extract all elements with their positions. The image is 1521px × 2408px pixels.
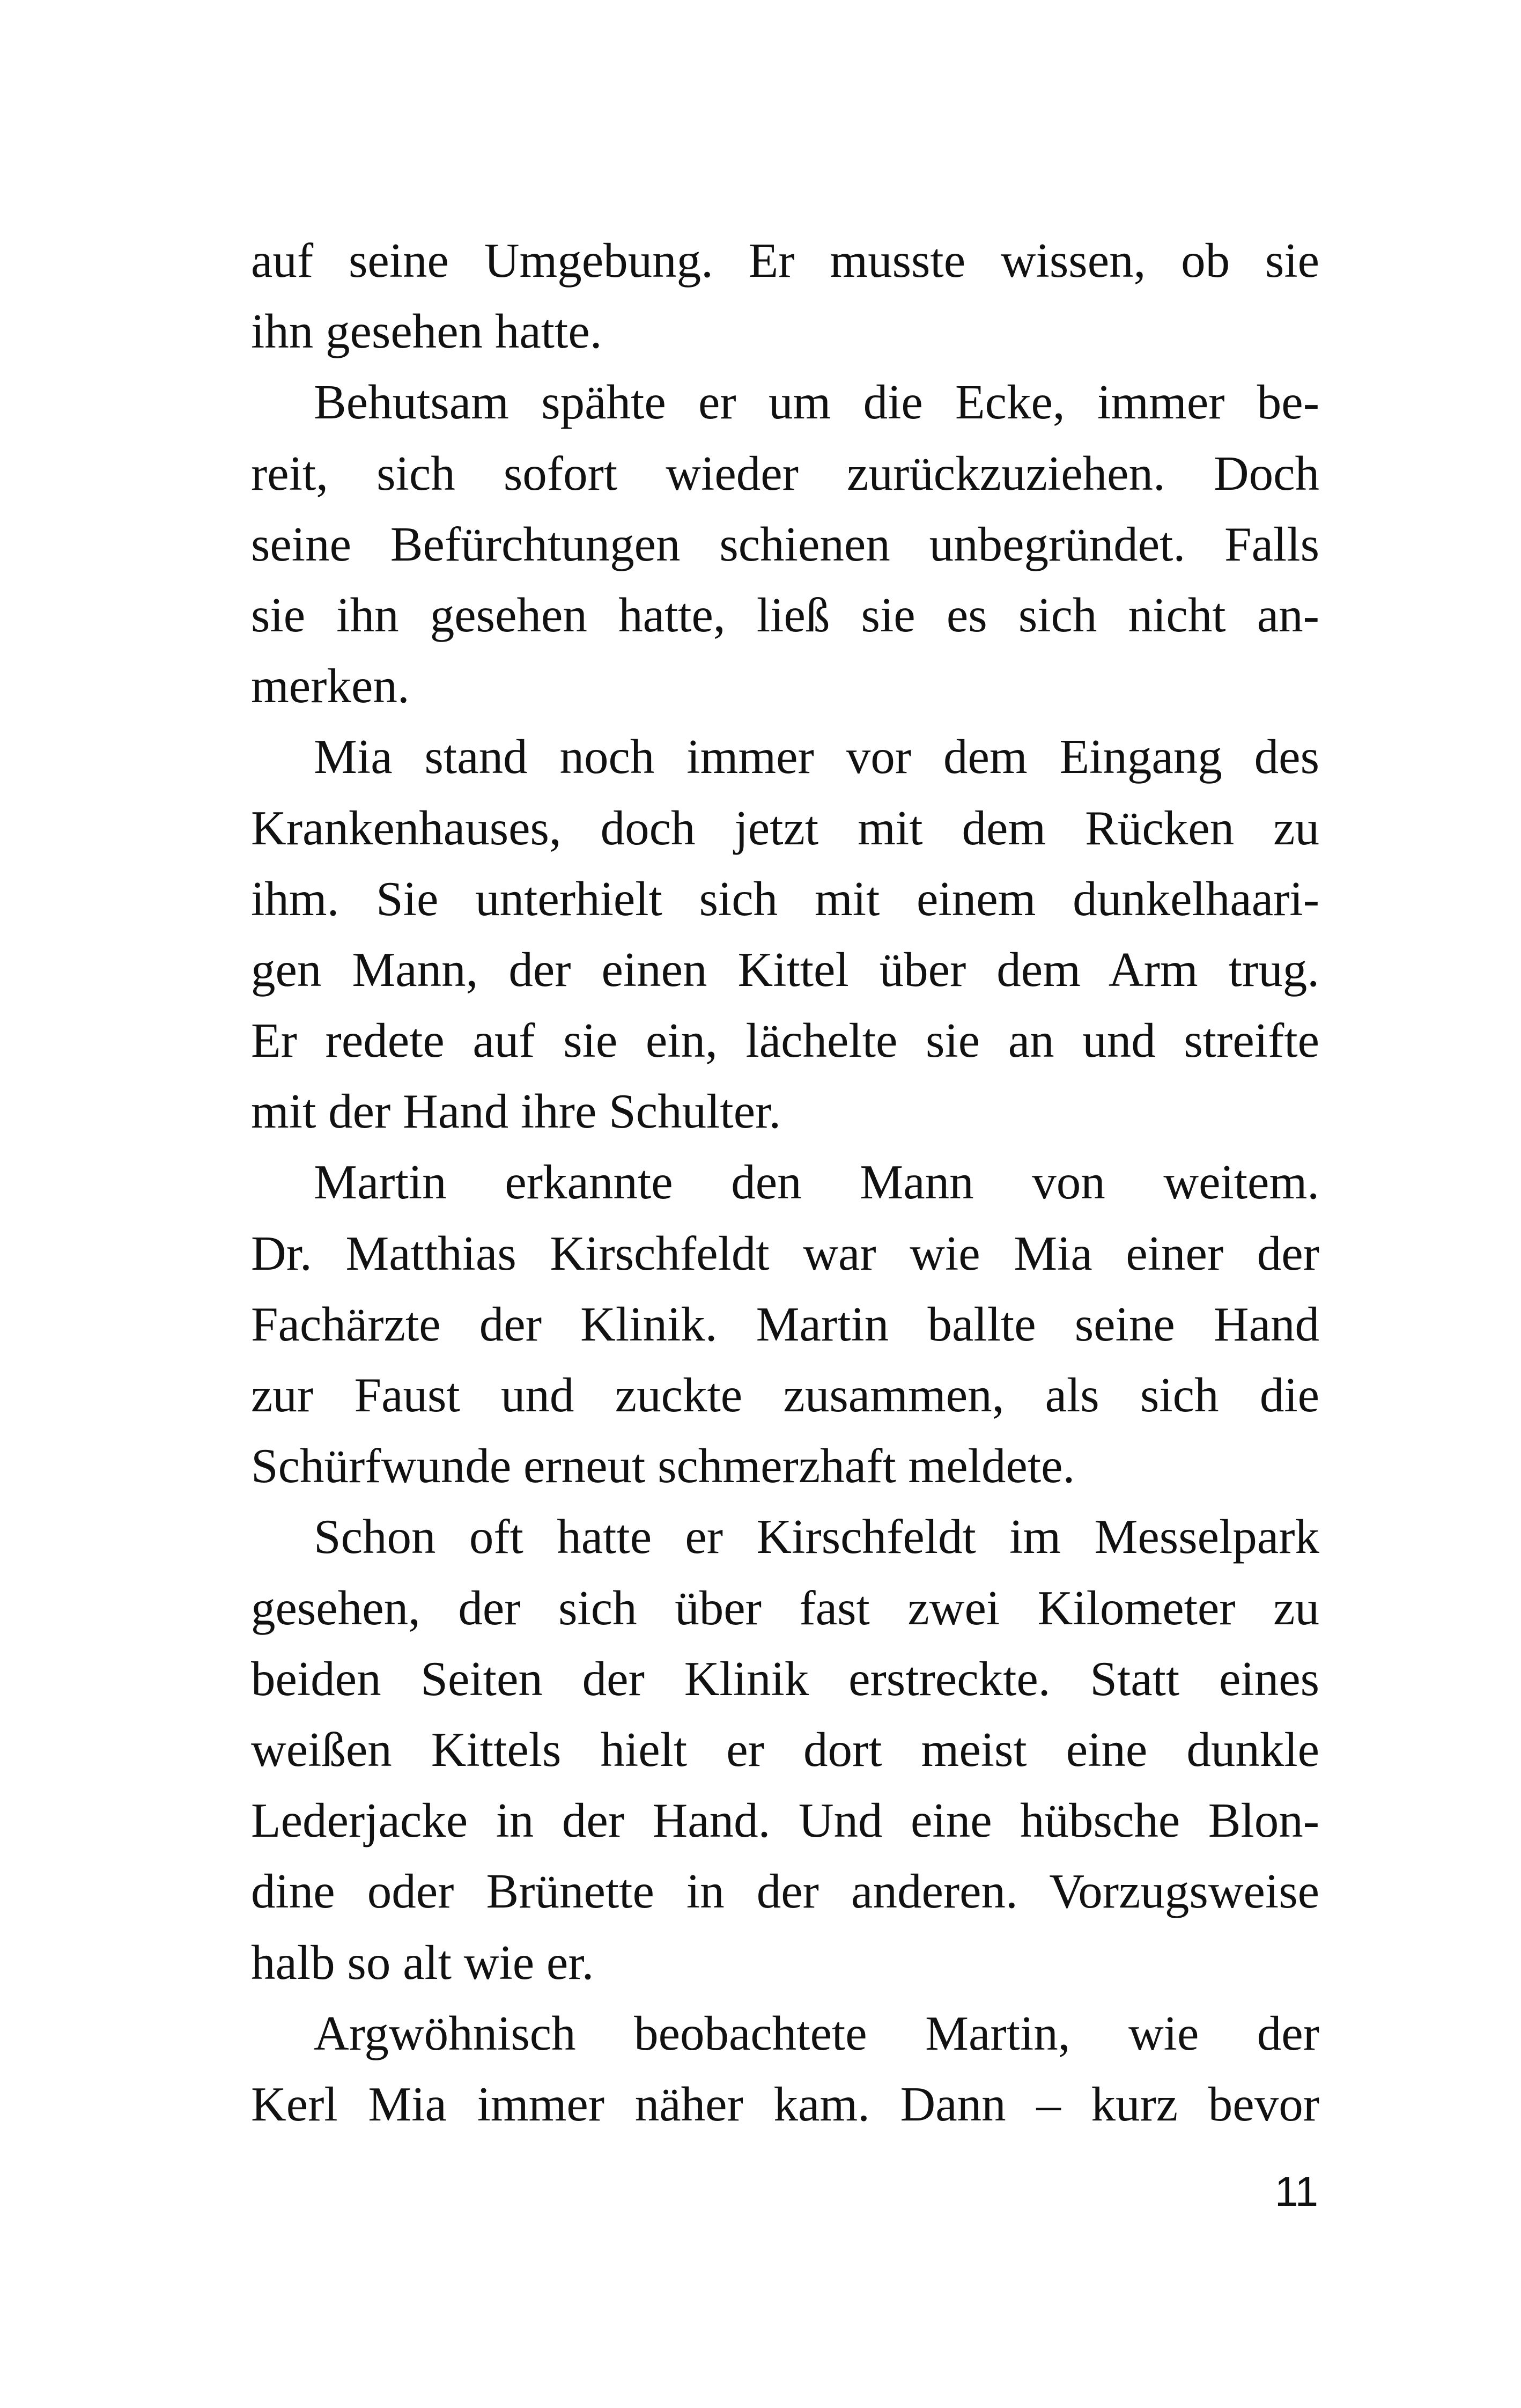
text-line: Fachärzte der Klinik. Martin ballte seine Hand	[251, 1297, 1319, 1351]
text-line: zur Faust und zuckte zusammen, als sich die	[251, 1368, 1319, 1422]
text-line: sie ihn gesehen hatte, ließ sie es sich nicht an-	[251, 587, 1319, 642]
text-line: seine Befürchtungen schienen unbegründet. Falls	[251, 517, 1319, 571]
text-line: auf seine Umgebung. Er musste wissen, ob sie	[251, 233, 1319, 288]
body-text	[251, 225, 1319, 2140]
text-line: Krankenhauses, doch jetzt mit dem Rücken zu	[251, 800, 1319, 855]
text-line: merken.	[251, 659, 410, 713]
text-line: Kerl Mia immer näher kam. Dann – kurz bevor	[251, 2076, 1319, 2131]
text-line: Schon oft hatte er Kirschfeldt im Messelpark	[314, 1509, 1319, 1564]
text-line: ihm. Sie unterhielt sich mit einem dunkelhaari-	[251, 871, 1319, 926]
text-line: Behutsam spähte er um die Ecke, immer be-	[314, 375, 1319, 430]
text-line: Schürfwunde erneut schmerzhaft meldete.	[251, 1439, 1075, 1493]
text-line: halb so alt wie er.	[251, 1935, 594, 1990]
text-line: Er redete auf sie ein, lächelte sie an und streifte	[251, 1013, 1319, 1068]
page-number: 11	[1275, 2168, 1318, 2215]
text-line: beiden Seiten der Klinik erstreckte. Statt eines	[251, 1651, 1319, 1706]
text-line: Martin erkannte den Mann von weitem.	[314, 1155, 1319, 1210]
text-line: weißen Kittels hielt er dort meist eine dunkle	[251, 1722, 1319, 1777]
text-line: gesehen, der sich über fast zwei Kilometer zu	[251, 1580, 1319, 1635]
text-line: Argwöhnisch beobachtete Martin, wie der	[314, 2006, 1319, 2060]
text-line: dine oder Brünette in der anderen. Vorzugsweise	[251, 1864, 1319, 1919]
text-line: reit, sich sofort wieder zurückzuziehen. Doch	[251, 446, 1319, 500]
text-line: gen Mann, der einen Kittel über dem Arm trug.	[251, 942, 1319, 997]
text-line: mit der Hand ihre Schulter.	[251, 1084, 781, 1139]
text-line: ihn gesehen hatte.	[251, 304, 602, 359]
text-line: Dr. Matthias Kirschfeldt war wie Mia einer der	[251, 1226, 1319, 1280]
text-line: Mia stand noch immer vor dem Eingang des	[314, 730, 1319, 784]
text-line: Lederjacke in der Hand. Und eine hübsche Blon-	[251, 1793, 1319, 1848]
